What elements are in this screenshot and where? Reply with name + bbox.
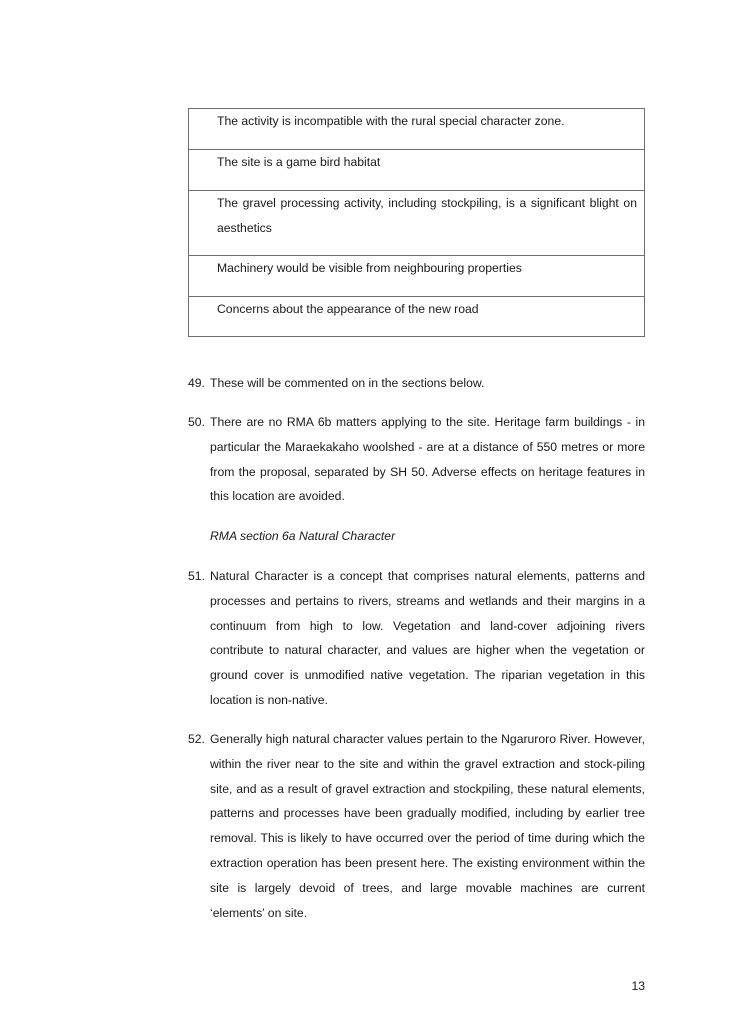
paragraph-number: 52. [188,732,205,746]
concerns-table [188,108,645,337]
table-cell: The gravel processing activity, including stockpiling, is a significant blight on aesthetics [189,191,645,256]
table-row [189,150,645,191]
paragraph-text: Natural Character is a concept that comprises natural elements, patterns and processes and pertains to rivers, streams and wetlands and their margins in a continuum from high to low. Vegetation and land-cover adjoining rivers contribute to natural character, and values are higher when the vegetation or ground cover is unmodified native vegetation. The riparian vegetation in this location is non-native. [210,569,645,707]
paragraph-49 [188,371,645,396]
table-cell: Machinery would be visible from neighbouring properties [189,256,645,297]
table-cell: Concerns about the appearance of the new road [189,297,645,337]
paragraph-text: These will be commented on in the sections below. [210,376,485,390]
table-row [189,256,645,297]
table-cell: The site is a game bird habitat [189,150,645,191]
table-row [189,297,645,337]
page-number: 13 [631,979,645,993]
paragraph-50 [188,410,645,509]
paragraph-number: 49. [188,376,205,390]
paragraph-52 [188,727,645,925]
table-cell: The activity is incompatible with the rural special character zone. [217,114,565,128]
table-row [189,191,645,256]
paragraph-text: There are no RMA 6b matters applying to the site. Heritage farm buildings - in particular the Maraekakaho woolshed - are at a distance of 550 metres or more from the proposal, separated by SH 50. Adverse effects on heritage features in this location are avoided. [210,415,645,504]
paragraph-number: 51. [188,569,205,583]
section-heading: RMA section 6a Natural Character [210,529,396,543]
paragraph-number: 50. [188,415,205,429]
paragraph-text: Generally high natural character values pertain to the Ngaruroro River. However, within the river near to the site and within the gravel extraction and stock-piling site, and as a result of gravel extraction and stockpiling, these natural elements, patterns and processes have been gradually modified, including by earlier tree removal. This is likely to have occurred over the period of time during which the extraction operation has been present here. The existing environment within the site is largely devoid of trees, and large movable machines are current ‘elements’ on site. [210,732,645,920]
table-row [189,109,645,150]
paragraph-51 [188,564,645,713]
